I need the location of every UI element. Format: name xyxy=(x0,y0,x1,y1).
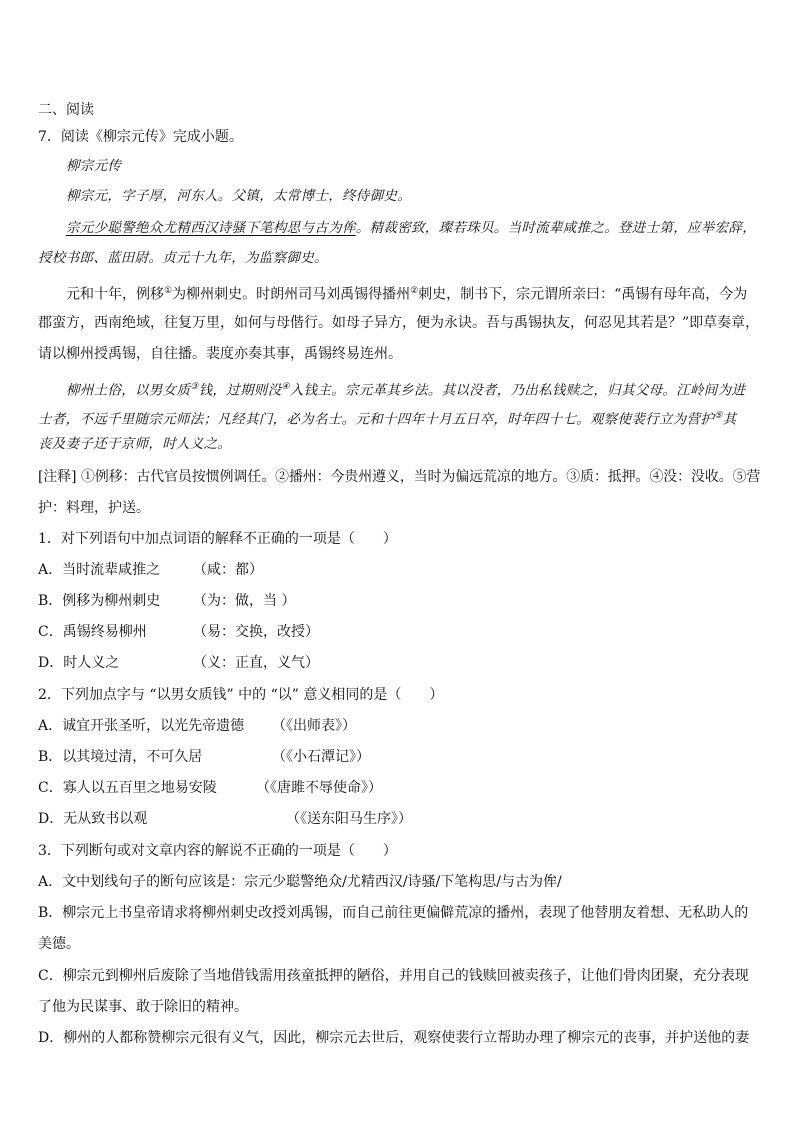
passage-paragraph-1: 柳宗元，字子厚，河东人。父镇，太常博士，终侍御史。 xyxy=(66,188,411,204)
footnote-marker-5: ⑤ xyxy=(714,411,723,421)
question-3-option-c-line-1: C．柳宗元到柳州后废除了当地借钱需用孩童抵押的陋俗，并用自己的钱赎回被卖孩子，让他们骨肉团聚，充分表现 xyxy=(38,968,749,984)
question-2-option-a: A．诚宜开张圣听，以光先帝遗德 xyxy=(38,718,245,734)
passage-paragraph-2-line-2: 授校书郎、蓝田尉。贞元十九年，为监察御史。 xyxy=(38,250,328,266)
question-1-stem: 1．对下列语句中加点词语的解释不正确的一项是（ ） xyxy=(38,531,397,547)
question-2-option-d-source: （《送东阳马生序》） xyxy=(286,811,412,827)
question-2-option-c-source: （《唐雎不辱使命》） xyxy=(256,780,382,796)
question-3-option-c-line-2: 了他为民谋事、敢于除旧的精神。 xyxy=(38,999,248,1015)
passage-paragraph-4-line-2: 士者，不远千里随宗元师法；凡经其门，必为名士。元和十四年十月五日卒，时年四十七。观察使裴行立为营护⑤其 xyxy=(38,411,737,428)
passage-paragraph-4-line-3: 丧及妻子还于京师，时人义之。 xyxy=(38,436,232,452)
question-3-option-b-line-1: B．柳宗元上书皇帝请求将柳州刺史改授刘禹锡，而自己前往更偏僻荒凉的播州，表现了他替朋友着想、无私助人的 xyxy=(38,905,749,921)
question-2-stem: 2．下列加点字与 “以男女质钱” 中的 “以” 意义相同的是（ ） xyxy=(38,687,444,703)
question-1-option-c-note: （易：交换，改授） xyxy=(193,624,319,640)
question-1-option-a: A．当时流辈咸推之 xyxy=(38,562,161,578)
question-2-option-b-source: （《小石潭记》） xyxy=(272,749,370,765)
question-1-option-b: B．例移为柳州刺史 xyxy=(38,593,161,609)
passage-paragraph-4-line-1: 柳州土俗，以男女质③钱，过期则没④入钱主。宗元革其乡法。其以没者，乃出私钱赎之，归其父母。江岭间为进 xyxy=(66,382,746,399)
section-heading: 二、阅读 xyxy=(38,102,94,118)
question-2-option-c: C．寡人以五百里之地易安陵 xyxy=(38,780,217,796)
question-1-option-b-note: （为：做，当 ） xyxy=(193,593,296,609)
question-2-option-a-source: （《出师表》） xyxy=(272,718,356,734)
footnote-marker-3: ③ xyxy=(190,382,199,392)
passage-paragraph-2-line-1: 宗元少聪警绝众尤精西汉诗骚下笔构思与古为侔。精裁密致，璨若珠贝。当时流辈咸推之。登进士第，应举宏辞， xyxy=(66,220,757,236)
passage-paragraph-3-line-2: 郡蛮方，西南绝域，往复万里，如何与母偕行。如母子异方，便为永诀。吾与禹锡执友，何忍见其若是？”即草奏章， xyxy=(38,315,760,331)
underlined-sentence: 宗元少聪警绝众尤精西汉诗骚下笔构思与古为侔 xyxy=(66,220,356,236)
passage-paragraph-3-line-1: 元和十年，例移①为柳州刺史。时朗州司马刘禹锡得播州②刺史，制书下，宗元谓所亲曰：“禹锡有母年高，今为 xyxy=(66,286,748,303)
passage-paragraph-3-line-3: 请以柳州授禹锡，自往播。裴度亦奏其事，禹锡终易连州。 xyxy=(38,346,402,362)
footnote-marker-4: ④ xyxy=(281,382,290,392)
question-1-option-a-note: （咸：都） xyxy=(193,562,263,578)
question-3-option-a: A．文中划线句子的断句应该是：宗元少聪警绝众/尤精西汉/诗骚/下笔构思/与古为侔/ xyxy=(38,874,562,890)
annotation-line-2: 护：料理，护送。 xyxy=(38,500,150,516)
question-2-option-d: D．无从致书以观 xyxy=(38,811,148,827)
annotation-line-1: [注释] ①例移：古代官员按惯例调任。②播州：今贵州遵义，当时为偏远荒凉的地方。③质：抵押。④没：没收。⑤营 xyxy=(38,469,761,485)
question-3-option-b-line-2: 美德。 xyxy=(38,936,80,952)
footnote-marker-2: ② xyxy=(410,286,419,296)
question-1-option-d: D．时人义之 xyxy=(38,655,120,671)
question-1-option-c: C．禹锡终易柳州 xyxy=(38,624,147,640)
question-7-prompt: 7．阅读《柳宗元传》完成小题。 xyxy=(38,129,243,145)
question-3-stem: 3．下列断句或对文章内容的解说不正确的一项是（ ） xyxy=(38,843,397,859)
question-2-option-b: B．以其境过清，不可久居 xyxy=(38,749,203,765)
footnote-marker-1: ① xyxy=(164,286,173,296)
question-3-option-d-line-1: D．柳州的人都称赞柳宗元很有义气，因此，柳宗元去世后，观察使裴行立帮助办理了柳宗元的丧事，并护送他的妻 xyxy=(38,1030,750,1046)
passage-title: 柳宗元传 xyxy=(66,158,122,174)
question-1-option-d-note: （义：正直，义气） xyxy=(193,655,319,671)
